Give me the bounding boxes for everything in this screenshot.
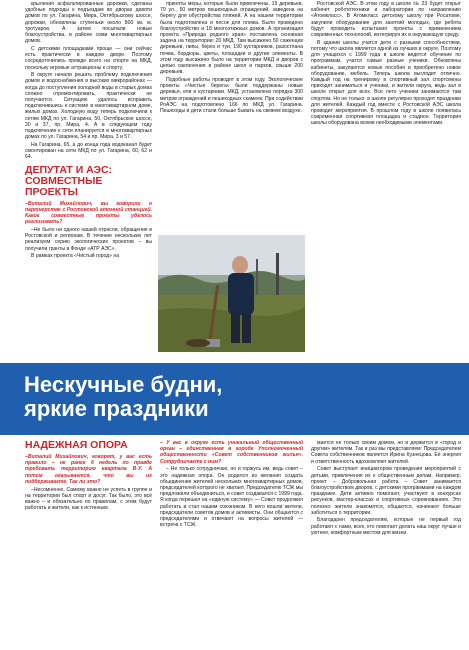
paragraph: крыления асфальтированные дорожки, сделаны удобные подходы к подъездам во дворах девяти домов по ул. Гагарина, Мира, Октябрьскому шоссе, дорожки, обновлены ступеньки около 800 кв. м. тротуаров. А затем посыпали новые благоустройства. в районе семи многоквартирных домов. (25, 1, 152, 45)
section-heading: ДЕПУТАТ И АЭС: СОВМЕСТНЫЕ ПРОЕКТЫ (25, 163, 113, 198)
interview-question: –Виталий Михайлович, вы говорили о партнерстве с Ростовской атомной станцией. Какие совместные проекты удалось реализовать? (25, 200, 152, 226)
column-1-top (25, 1, 152, 261)
paragraph: С детскими площадками проще — они сейчас есть практически в каждом дворе. Поэтому сосредоточились прежде всего на спорте на МКД, поскольку игровые аттракционы к спорту. (25, 45, 152, 71)
paragraph: мается не только своим домом, но и держится в «город и другим» жителям. Так и раз мы представляем: Председателем Совета собственников является Ирина Кузнецова. Её энергия и ответственность вдохновляют жителей. (311, 440, 461, 465)
paragraph: Благодарен председателям, которые не первый год работают с нами, всех, кто помогает делать наш округ лучше и уютнее, комфортным местом для жизни. (311, 517, 461, 536)
column-1-bottom (25, 438, 152, 513)
paragraph: В рамках проекта «Чистый город» на (31, 253, 120, 260)
paragraph: Совет выступает инициатором проведения мероприятий с детьми, привлечения их к общественным делам. Например, проект – Добровольная работа – Совет занимается благоустройством дворов, с детскими программами на каждом празднике. Дети активно помогают, участвуют в конкурсах рисунков, мастер-классах и спортивных соревнованиях. Это полезно: жители знакомятся, общаются, начинают больше заботиться о территории. (311, 466, 461, 516)
paragraph: В здании школы учатся дети с разными способностями, потому что школа является одной из лучших в округе. Поэтому для учащихся с 1999 года в школе ведется обучение по программам, учатся самые разные ученики. Обновлены кабинеты, закупаются новые пособия и приобретено новое оборудование, мебель. Теперь школа выглядит отлично. Каждый год на тренировку в спортивный зал спортсмены приходят заниматься и ученики, и жители округа, ведь зал в школе открыт для всех. Все лето ученики занимаются там спортом. Но не только: в школе регулярно проходят праздники для жителей. Каждый год вместе с Ростовской АЭС школа проводит мероприятия. В прошлом году в школе появилась современная спортивная площадка и стадион. Территория школы оборудована всеми необходимыми элементами. (311, 39, 461, 127)
section-heading: НАДЕЖНАЯ ОПОРА (25, 439, 128, 451)
paragraph: Ростовской АЭС. В этом году в школе № 23 будет открыт кабинет робототехники и лаборатории по направлению «Атомкласс». В Атомкласс детскому школу при Росатоме, закупили оборудование для занятий молодых, где ребята будут проводить испытания проекты с применением современных технологий, интегрируя их в окружающую среду. (311, 1, 461, 39)
column-2-bottom (160, 440, 303, 530)
interview-question: – У вас в округе есть уникальный общественный орган – единственная в городе Уполномоченный общественности «Совет собственников жилья». Сотрудничаете с ним? (160, 440, 303, 465)
paragraph: Подобные работы проводят в этом году. Экологические проекты «Чистые берега» были поддержаны новые деревья, ели и кустарники. МКД, установлено порядка 300 метров ограждений и пешеходных скамеек. При содействии РоАЭС на подготовлено 166 по МКД ул. Гагарина. Пешеходы и дети стали больше бывать на свежем воздухе. (160, 76, 304, 114)
paragraph: В округе начали решать проблему подключения домов и водоснабжения в высоких микрорайонах — когда до поступления холодной воды в старых домах сложно отремонтировать, практически не получается. Ситуацию удалось исправить подключившись к системе в многоквартирном доме, жилых домах. Холодную воду теперь подключили к сетям МКД по ул. Гагарина, 50, Октябрьское шоссе, 30 и 37, пр. Мира, 4. А в следующем году подключение к сети планируется в многоквартирных домах по ул. Гагарина, 54 и пр. Мира, 3 и 57. (25, 72, 152, 141)
headline-line: Нескучные будни, (24, 372, 223, 397)
interview-question: –Виталий Михайлович, говорят, у вас есть правило – не ранее 6 недель по правде требовать территорию квартала В-У. А потом оказывается, что вы их поддерживаете. Так ли это? (25, 454, 152, 485)
column-3-bottom (311, 440, 461, 538)
paragraph: На Гагарина, 65, а до конца года водоканал будет смонтирован на сети МКД по ул. Гагарина, 60, 62 и 64. (25, 141, 152, 161)
photo-illustration (158, 235, 305, 352)
column-3-top (311, 1, 461, 128)
headline-band (0, 363, 469, 435)
paragraph: – Не только сотрудничаю, но и горжусь им, ведь совет – это надежная опора. Он родился из желания создать объединение жителей нескольких многоквартирных домов, председателей которого не хватает. Председателю ТСЖ мы предложили объединиться, и совет создавался с 1999 года. Я когда перешел на «единую систему» — Совет продолжил работать и стал нашим союзником. В него вошли жители, председатели советов домов и активисты. Они общаются с председателями и отвечают на вопросы жителей — встреча с ТСЖ. (160, 466, 303, 529)
paragraph: –Несомненно. Самому важно не успеть в группе и на территории был спорт и досуг. Так было, это всё важно – и обязательно по правилам, с этим будут работать и жители, как к истинным. (25, 486, 152, 512)
headline-line: яркие праздники (24, 396, 209, 421)
photo-spacer (160, 116, 303, 236)
headline (24, 373, 222, 421)
paragraph: –Не было ни одного нашей отрасли, обращения в Ростовской и регионам. В течение нескольких лет реализуем серию экологических проектов – вы получили гранты в Фонде «АТР АЭС». (25, 226, 152, 252)
paragraph: приняты меры, которые были привлечены, 15 деревьев, 70 ул., 50 метров пешеходных ограждений, заведена на берегу для обустройства пляжей. А на нашем территории была подготовлена и песок для пляжа. Было проведено благоустройство и 18 многоэтажных домов. А организация проекта «Природа родного края» поставлена основная задача на территории: 20 МКД. Там высажено 50 саженцев деревьев, липы, берез и туи, 190 кустарников, разостлана почва, бордюры, цветы, площадки и другие элементы. В этом году высажено было на территории МКД и дворов с целью озеленения в районе школ и парков, свыше 200 деревьев. (160, 1, 303, 76)
article-photo (158, 235, 305, 352)
